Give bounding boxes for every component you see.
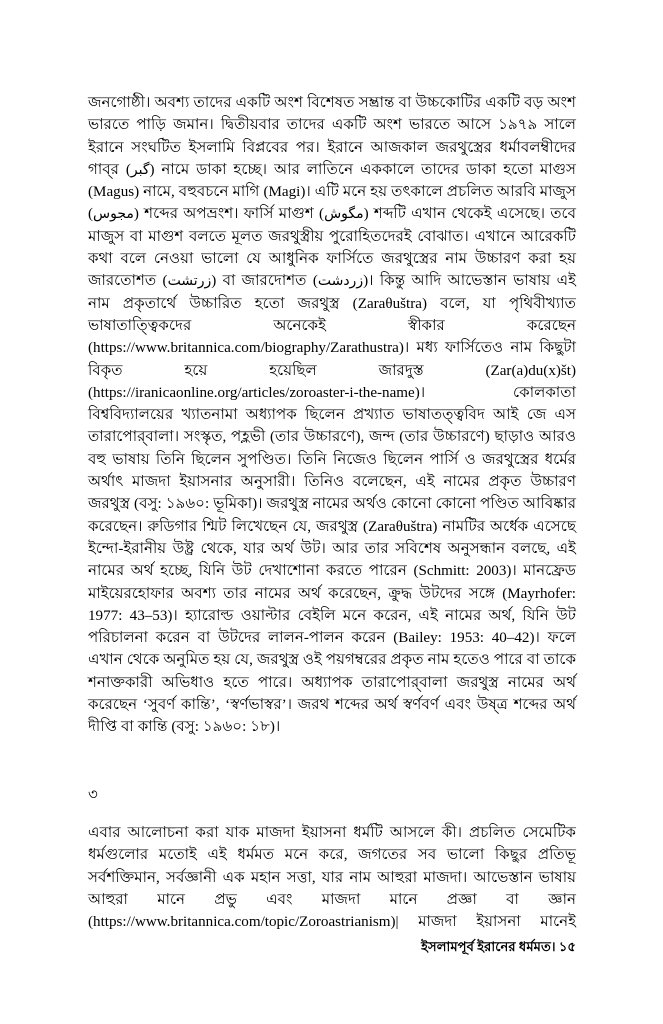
- latin-word-magi: Magi: [268, 184, 301, 201]
- para1-segment-6: ) শব্দটি এখান থেকেই এসেছে। তবে মাজুস বা মাগুশ বলতে মূলত জরথুস্ত্রীয় পুরোহিতদেরই বোঝাত। এখানে আরেকটি কথা বলে নেওয়া ভালো যে আধুনিক ফার্সিতে জরথুস্ত্রের নাম উচ্চারণ করা হয় জারতোশত (: [88, 206, 576, 290]
- citation-bailey: Bailey: 1953: 40–42: [398, 630, 530, 647]
- para1-segment-11: ) (: [88, 362, 576, 401]
- arabic-word-majus: مجوس: [93, 206, 134, 223]
- persian-word-gabr: گبر: [130, 161, 150, 178]
- persian-word-zardosht: زردشت: [317, 273, 364, 290]
- citation-url-britannica-zoroastrianism[interactable]: https://www.britannica.com/topic/Zoroastrianism: [93, 914, 391, 931]
- citation-url-iranicaonline[interactable]: https://iranicaonline.org/articles/zoroaster-i-the-name: [93, 384, 415, 401]
- citation-url-britannica-zarathustra[interactable]: https://www.britannica.com/biography/Zarathustra: [93, 340, 399, 357]
- para1-segment-8: )। কিন্তু আদি আভেস্তান ভাষায় এই নাম প্রকৃতার্থে উচ্চারিত হতো জরথুস্ত্র (: [88, 273, 576, 312]
- persian-word-magush: مگوش: [324, 206, 364, 223]
- main-text-column: [88, 92, 576, 739]
- latin-word-magus: Magus: [93, 184, 135, 201]
- persian-word-zartosht: زرتشت: [167, 273, 212, 290]
- para1-segment-9: ) বলে, যা পৃথিবীখ্যাত ভাষাতাত্ত্বিকদের অনেকেই স্বীকার করেছেন (: [88, 295, 576, 357]
- para2-segment-2: )| মাজদা ইয়াসনা মানেই: [390, 914, 576, 931]
- second-text-column: [88, 822, 576, 933]
- para1-segment-5: ) শব্দের অপভ্রংশ। ফার্সি মাগুশ (: [133, 206, 325, 223]
- para1-segment-12: )। কোলকাতা বিশ্ববিদ্যালয়ের খ্যাতনামা অধ্যাপক ছিলেন প্রখ্যাত ভাষাতত্ত্ববিদ আই জে এস তারাপোর্‌বালা। সংস্কৃত, পহ্লভী (তার উচ্চারণে), জন্দ (তার উচ্চারণে) ছাড়াও আরও বহু ভাষায় তিনি ছিলেন সুপণ্ডিত। তিনি নিজেও ছিলেন পার্সি ও জরথুস্ত্রের ধর্মের অর্থাৎ মাজদা ইয়াসনার অনুসারী। তিনিও বলেছেন, এই নামের প্রকৃত উচ্চারণ জরথুস্ত্র (বসু: ১৯৬০: ভূমিকা)। জরথুস্ত্র নামের অর্থও কোনো কোনো পণ্ডিত আবিষ্কার করেছেন। রুডিগার শ্মিট লিখেছেন যে, জরথুস্ত্র (: [88, 384, 576, 535]
- para1-segment-4: )। এটি মনে হয় তৎকালে প্রচলিত আরবি মাজুস (: [88, 184, 576, 223]
- para1-segment-13: ) নামটির অর্ধেক এসেছে ইন্দো-ইরানীয় উষ্ট্র থেকে, যার অর্থ উট। আর তার সবিশেষ অনুসন্ধান বলছে, এই নামের অর্থ হচ্ছে, যিনি উট দেখাশোনা করতে পারেন (: [88, 518, 576, 580]
- para2-segment-1: এবার আলোচনা করা যাক মাজদা ইয়াসনা ধর্মটি আসলে কী। প্রচলিত সেমেটিক ধর্মগুলোর মতোই এই ধর্মমত মনে করে, জগতের সব ভালো কিছুর প্রতিভূ সর্বশক্তিমান, সর্বজ্ঞানী এক মহান সত্তা, যার নাম আহুরা মাজদা। আভেস্তান ভাষায় আহুরা মানে প্রভু এবং মাজদা মানে প্রজ্ঞা বা জ্ঞান (: [88, 825, 576, 931]
- transliteration-zardusht: Zar(a)du(x)št: [490, 362, 571, 379]
- para1-segment-10: )। মধ্য ফার্সিতেও নাম কিছুটা বিকৃত হয়ে হয়েছিল জারদুস্ত (: [88, 340, 576, 379]
- transliteration-zarathustra-1: Zaraθuštra: [357, 295, 422, 312]
- para1-segment-2: ) নামে ডাকা হচ্ছে। আর লাতিনে এককালে তাদের ডাকা হতো মাগুস (: [88, 161, 576, 201]
- paragraph-one: [88, 92, 576, 739]
- para1-segment-3: ) নামে, বহুবচনে মাগি (: [134, 184, 269, 201]
- para1-segment-16: )। ফলে এখান থেকে অনুমিত হয় যে, জরথুস্ত্র ওই পয়গম্বরের প্রকৃত নাম হতেও পারে বা তাকে শনাক্তকারী অভিধাও হতে পারে। অধ্যাপক তারাপোর্‌বালা জরথুস্ত্র নামের অর্থ করেছেন ‘সুবর্ণ কান্তি’, ‘স্বর্ণভাস্বর’। জরথ শব্দের অর্থ স্বর্ণবর্ণ এবং উষ্ত্র শব্দের অর্থ দীপ্তি বা কান্তি (বসু: ১৯৬০: ১৮)।: [88, 630, 577, 736]
- para1-segment-1: জনগোষ্ঠী। অবশ্য তাদের একটি অংশ বিশেষত সম্ভ্রান্ত বা উচ্চকোটির একটি বড় অংশ ভারতে পাড়ি জমান। দ্বিতীয়বার তাদের একটি অংশ ভারতে আসে ১৯৭৯ সালে ইরানে সংঘটিত ইসলামি বিপ্লবের পর। ইরানে আজকাল জরথুস্ত্রের ধর্মাবলম্বীদের গাব্‌র (: [88, 95, 576, 178]
- citation-schmitt: Schmitt: 2003: [418, 563, 507, 580]
- section-number: ৩: [88, 787, 98, 803]
- para1-segment-7: ) বা জারদোশত (: [211, 273, 318, 290]
- para1-segment-14: )। মানফ্রেড মাইয়েরহোফার অবশ্য তার নামের অর্থ করেছেন, ক্রুদ্ধ উটদের সঙ্গে (: [88, 563, 576, 602]
- page-footer: [88, 938, 576, 956]
- paragraph-two: [88, 822, 576, 933]
- footer-running-title-and-page-number: ইসলামপূর্ব ইরানের ধর্মমত। ১৫: [421, 939, 576, 954]
- transliteration-zarathustra-2: Zaraθuštra: [368, 518, 433, 535]
- citation-mayrhofer: Mayrhofer: 1977: 43–53: [88, 585, 576, 624]
- para1-segment-15: )। হ্যারোল্ড ওয়াল্টার বেইলি মনে করেন, এই নামের অর্থ, যিনি উট পরিচালনা করেন বা উটদের লালন-পালন করেন (: [88, 607, 577, 647]
